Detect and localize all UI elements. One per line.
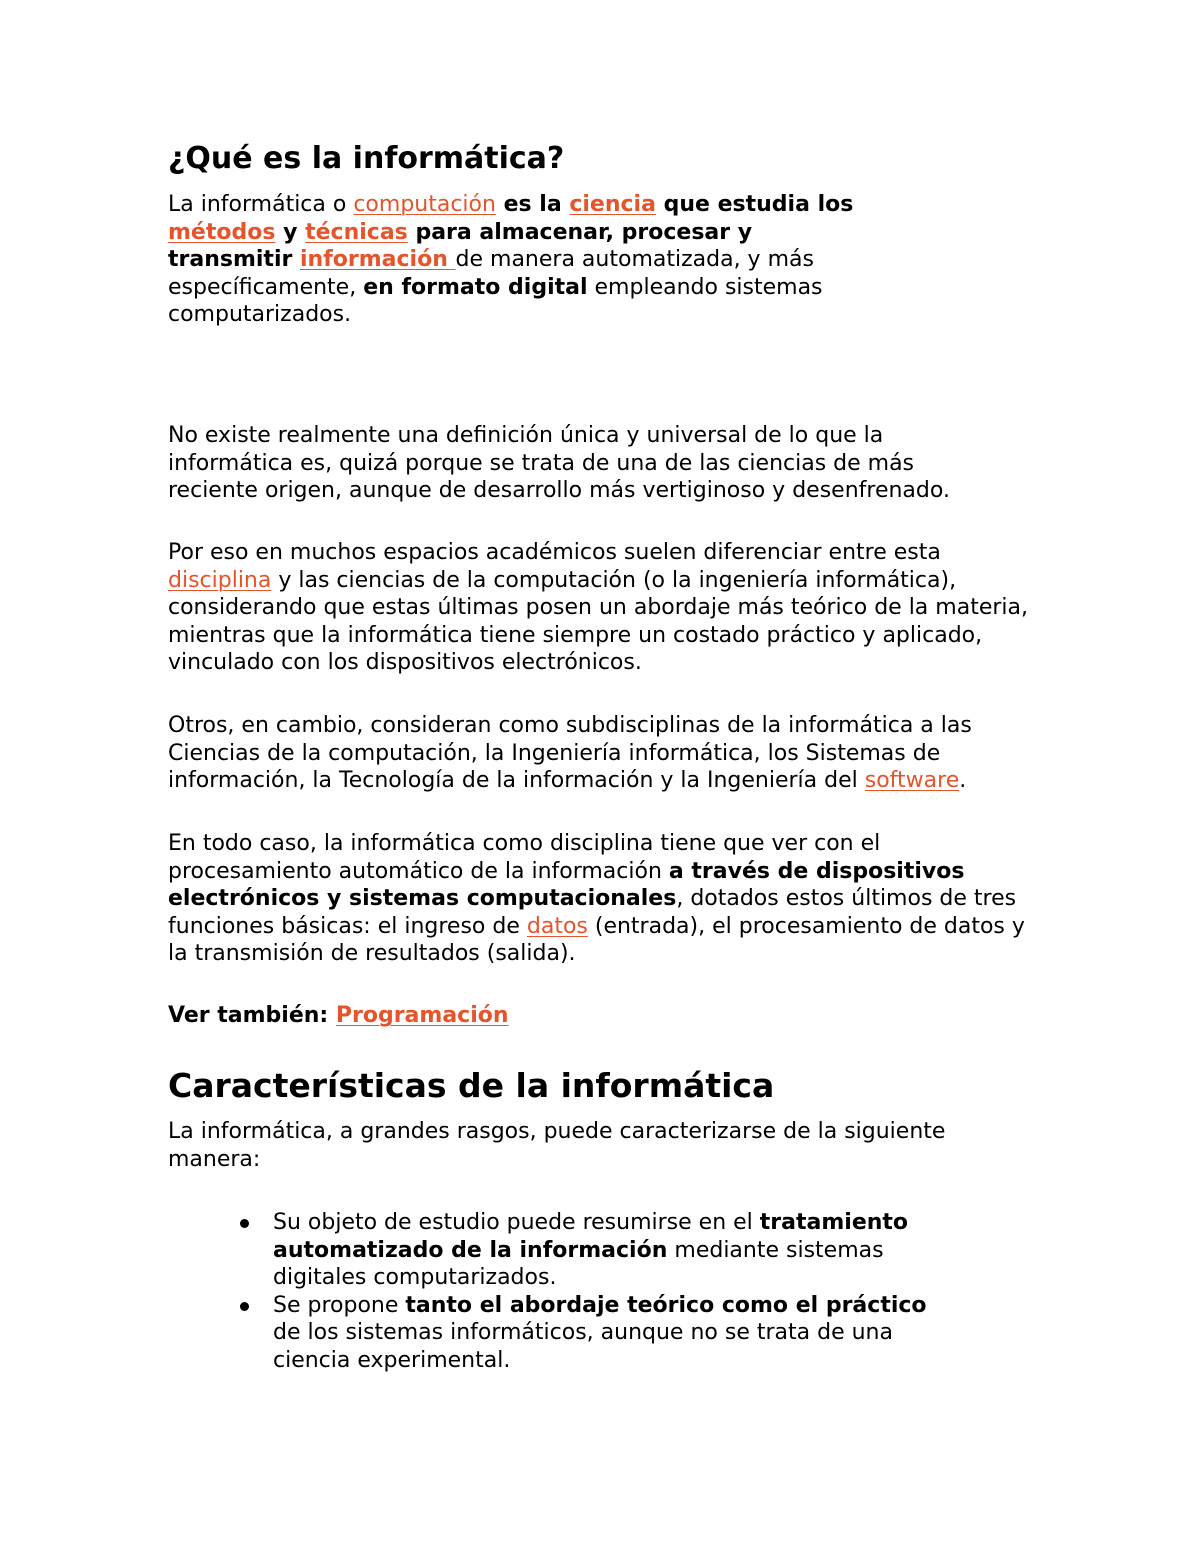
link-metodos[interactable]: métodos xyxy=(168,219,276,245)
text-span: de los sistemas informáticos, aunque no se trata de una ciencia experimental. xyxy=(273,1320,893,1373)
bold-span: para almacenar, procesar y transmitir xyxy=(168,219,753,272)
text-span: . xyxy=(959,768,967,793)
characteristics-list xyxy=(168,1209,928,1374)
see-also-label: Ver también: xyxy=(168,1003,336,1028)
text-span: de manera automatizada, y más específicamente, xyxy=(168,247,814,300)
processing-paragraph xyxy=(168,830,1038,968)
bold-span: es la xyxy=(495,192,570,217)
text-span: Otros, en cambio, consideran como subdisciplinas de la informática a las Ciencias de la computación, la Ingeniería informática, los Sistemas de información, la Tecnología de la información y la Ingeniería del xyxy=(168,713,972,793)
bold-span: que estudia los xyxy=(655,192,854,217)
link-disciplina[interactable]: disciplina xyxy=(168,567,272,593)
characteristics-intro: La informática, a grandes rasgos, puede caracterizarse de la siguiente manera: xyxy=(168,1119,946,1172)
definition-paragraph: No existe realmente una definición única y universal de lo que la informática es, quizá porque se trata de una de las ciencias de más reciente origen, aunque de desarrollo más vertiginoso y desenfrenado. xyxy=(168,423,950,503)
see-also xyxy=(168,1002,868,1030)
link-computacion[interactable]: computación xyxy=(353,192,496,217)
link-informacion[interactable]: información xyxy=(300,247,456,272)
text-span: Por eso en muchos espacios académicos suelen diferenciar entre esta xyxy=(168,540,941,565)
link-programacion[interactable]: Programación xyxy=(335,1003,509,1028)
text-span: La informática o xyxy=(168,192,354,217)
bold-span: y xyxy=(275,219,306,245)
text-span: (entrada), el procesamiento de datos y la transmisión de resultados (salida). xyxy=(168,913,1025,966)
text-span: , dotados estos últimos de tres funciones básicas: el ingreso de xyxy=(168,886,1017,939)
intro-paragraph xyxy=(168,191,868,329)
text-span: mediante sistemas digitales computarizados. xyxy=(273,1237,884,1290)
bullet-icon xyxy=(240,1302,249,1311)
bullet-icon xyxy=(240,1219,249,1228)
link-software[interactable]: software xyxy=(864,768,960,793)
text-span: empleando sistemas computarizados. xyxy=(168,274,823,327)
bold-span: en formato digital xyxy=(363,274,588,300)
bold-span: tratamiento automatizado de la información xyxy=(273,1210,909,1263)
page-title: ¿Qué es la informática? xyxy=(168,141,565,176)
link-datos[interactable]: datos xyxy=(526,913,588,939)
subdisciplines-paragraph xyxy=(168,712,1038,795)
bold-span: a través de dispositivos electrónicos y sistemas computacionales xyxy=(168,858,965,911)
link-tecnicas[interactable]: técnicas xyxy=(305,219,408,245)
text-span: Su objeto de estudio puede resumirse en el xyxy=(273,1210,760,1235)
list-item xyxy=(168,1209,928,1292)
text-span: En todo caso, la informática como disciplina tiene que ver con el procesamiento automático de la información xyxy=(168,831,881,884)
link-ciencia[interactable]: ciencia xyxy=(569,192,656,217)
text-span: Se propone xyxy=(273,1292,406,1318)
list-item xyxy=(168,1292,928,1375)
text-span: y las ciencias de la computación (o la ingeniería informática), considerando que estas últimas posen un abordaje más teórico de la materia, mientras que la informática tiene siempre un costado práctico y aplicado, vinculado con los dispositivos electrónicos. xyxy=(168,567,1028,675)
section-heading: Características de la informática xyxy=(168,1066,775,1105)
bold-span: tanto el abordaje teórico como el práctico xyxy=(405,1292,927,1318)
disciplines-paragraph xyxy=(168,539,1028,677)
